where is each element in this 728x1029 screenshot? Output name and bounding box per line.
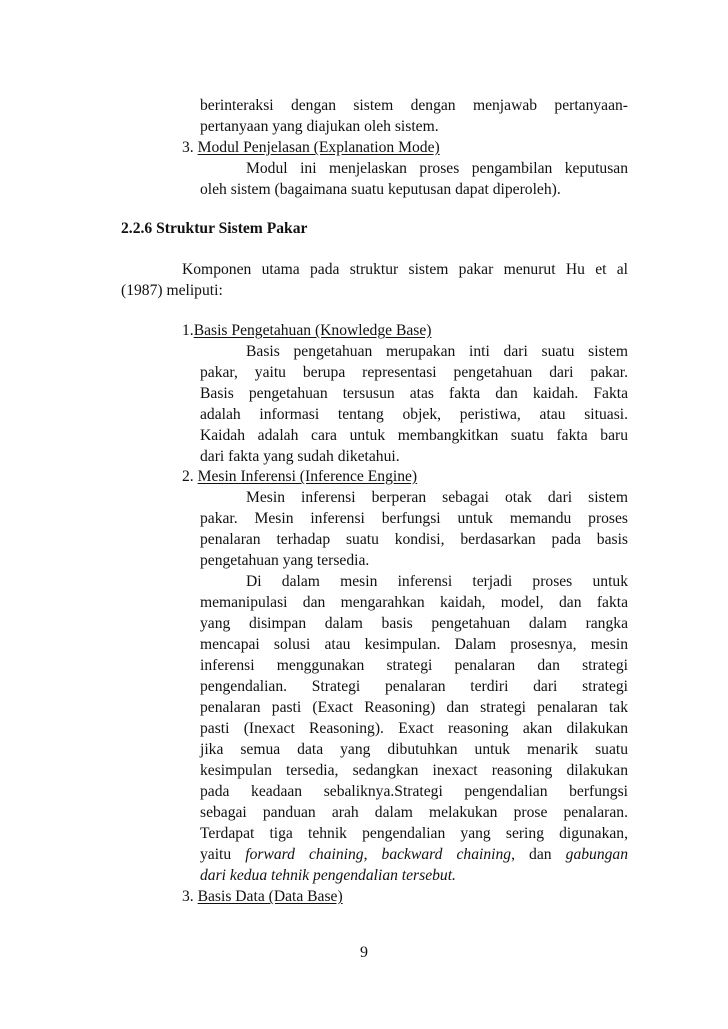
list-item-title: Mesin Inferensi (Inference Engine)	[197, 468, 418, 485]
text-line: Terdapat tiga tehnik pengendalian yang sering digunakan,	[200, 825, 628, 842]
page-number: 9	[360, 944, 368, 961]
text-line: adalah informasi tentang objek, peristiwa, atau situasi.	[200, 406, 628, 423]
text-line: jika semua data yang dibutuhkan untuk menarik suatu	[200, 741, 628, 758]
text-line: pakar. Mesin inferensi berfungsi untuk memandu proses	[200, 510, 628, 527]
text-line: penalaran terhadap suatu kondisi, berdasarkan pada basis	[200, 531, 628, 548]
text-line: pakar, yaitu berupa representasi pengetahuan dari pakar.	[200, 364, 628, 381]
text-line: pertanyaan yang diajukan oleh sistem.	[200, 118, 439, 135]
text-line: pengendalian. Strategi penalaran terdiri dari strategi	[200, 678, 628, 695]
list-item-title: Modul Penjelasan (Explanation Mode)	[197, 139, 440, 156]
text-line: inferensi menggunakan strategi penalaran dan strategi	[200, 657, 628, 674]
emphasis: backward chaining	[381, 846, 512, 863]
emphasis: forward chaining	[245, 846, 364, 863]
text-run: yaitu	[200, 846, 246, 863]
list-item-1	[182, 321, 431, 341]
list-item-title: Basis Pengetahuan (Knowledge Base)	[193, 322, 432, 339]
text-line: yang disimpan dalam basis pengetahuan dalam rangka	[200, 615, 628, 632]
text-line: sebagai panduan arah dalam melakukan prose penalaran.	[200, 804, 628, 821]
text-line: Di dalam mesin inferensi terjadi proses untuk	[246, 573, 628, 590]
text-line: pasti (Inexact Reasoning). Exact reasoning akan dilakukan	[200, 720, 628, 737]
section-heading: 2.2.6 Struktur Sistem Pakar	[121, 220, 308, 237]
list-item-3	[182, 887, 343, 907]
text-line: Komponen utama pada struktur sistem pakar menurut Hu et al	[182, 261, 628, 278]
list-item-2	[182, 467, 417, 487]
text-line: pada keadaan sebaliknya.Strategi pengendalian berfungsi	[200, 783, 628, 800]
text-line: Basis pengetahuan tersusun atas fakta dan kaidah. Fakta	[200, 385, 628, 402]
text-line: Modul ini menjelaskan proses pengambilan keputusan	[246, 160, 628, 177]
text-run: ,	[363, 846, 382, 863]
text-line: (1987) meliputi:	[121, 282, 223, 299]
text-line: Mesin inferensi berperan sebagai otak dari sistem	[246, 489, 628, 506]
list-item-3	[182, 138, 440, 158]
text-line: Kaidah adalah cara untuk membangkitkan suatu fakta baru	[200, 427, 628, 444]
list-number: 2.	[182, 468, 194, 485]
text-line: penalaran pasti (Exact Reasoning) dan strategi penalaran tak	[200, 699, 628, 716]
text-line	[200, 845, 628, 865]
text-line: oleh sistem (bagaimana suatu keputusan dapat diperoleh).	[200, 181, 561, 198]
text-line: dari fakta yang sudah diketahui.	[200, 448, 400, 465]
text-line: pengetahuan yang tersedia.	[200, 552, 370, 569]
list-number: 3.	[182, 888, 194, 905]
text-line: Basis pengetahuan merupakan inti dari suatu sistem	[246, 343, 628, 360]
text-line: mencapai solusi atau kesimpulan. Dalam prosesnya, mesin	[200, 636, 628, 653]
text-run: , dan	[511, 846, 566, 863]
list-item-title: Basis Data (Data Base)	[197, 888, 343, 905]
text-line: memanipulasi dan mengarahkan kaidah, model, dan fakta	[200, 594, 628, 611]
text-line: dari kedua tehnik pengendalian tersebut.	[200, 867, 456, 884]
text-line: kesimpulan tersedia, sedangkan inexact reasoning dilakukan	[200, 762, 628, 779]
list-number: 3.	[182, 139, 194, 156]
text-line: berinteraksi dengan sistem dengan menjawab pertanyaan-	[200, 97, 628, 114]
emphasis: gabungan	[565, 846, 629, 863]
list-number: 1.	[182, 322, 194, 339]
